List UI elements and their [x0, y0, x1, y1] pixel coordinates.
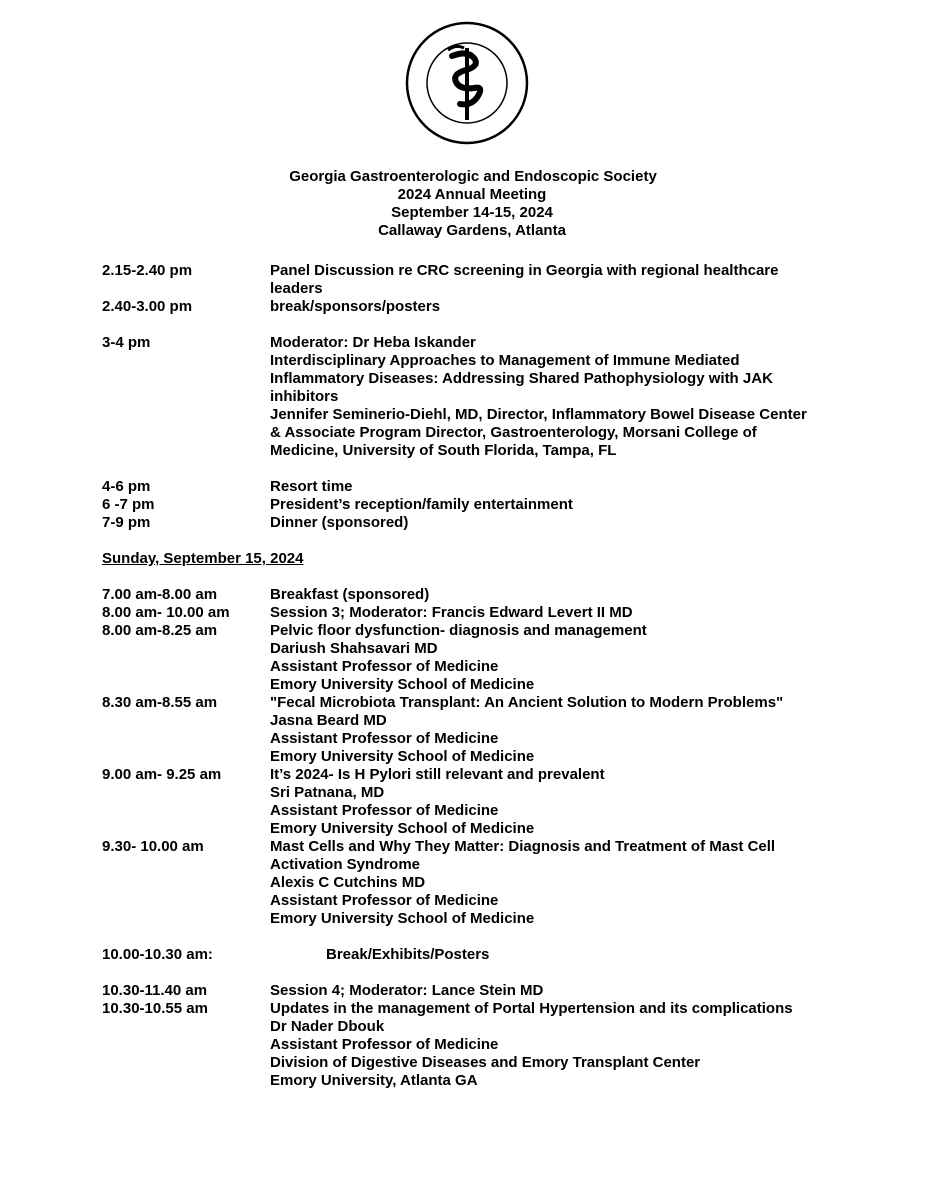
session-line: Interdisciplinary Approaches to Management of Immune Mediated	[270, 352, 740, 369]
session-details	[270, 1000, 842, 1090]
session-details	[270, 694, 842, 766]
schedule-row	[102, 766, 842, 838]
session-line: Assistant Professor of Medicine	[270, 658, 499, 675]
session-line: Dr Nader Dbouk	[270, 1018, 385, 1035]
session-details	[270, 622, 842, 694]
schedule-row	[102, 982, 842, 1000]
session-line: Session 3; Moderator: Francis Edward Levert II MD	[270, 604, 633, 621]
session-line: Assistant Professor of Medicine	[270, 730, 499, 747]
meeting-dates: September 14-15, 2024	[391, 204, 553, 221]
meeting-location: Callaway Gardens, Atlanta	[378, 222, 566, 239]
schedule-row	[102, 262, 842, 298]
session-details	[270, 982, 842, 1000]
session-line: Emory University School of Medicine	[270, 676, 535, 693]
spacer	[102, 964, 842, 982]
spacer	[102, 460, 842, 478]
time-slot: 2.40-3.00 pm	[102, 298, 193, 315]
session-line: Sri Patnana, MD	[270, 784, 385, 801]
time-slot: 8.00 am- 10.00 am	[102, 604, 230, 621]
session-details	[270, 586, 842, 604]
schedule-row	[102, 694, 842, 766]
schedule-row	[102, 1000, 842, 1090]
session-line: Activation Syndrome	[270, 856, 421, 873]
session-line: Division of Digestive Diseases and Emory Transplant Center	[270, 1054, 701, 1071]
time-slot: 6 -7 pm	[102, 496, 155, 513]
spacer	[102, 532, 842, 550]
session-line: Moderator: Dr Heba Iskander	[270, 334, 476, 351]
time-slot: 8.30 am-8.55 am	[102, 694, 218, 711]
session-line: Dinner (sponsored)	[270, 514, 409, 531]
session-line: President’s reception/family entertainment	[270, 496, 573, 513]
schedule-row	[102, 334, 842, 460]
seal-emblem-icon	[404, 20, 530, 146]
time-slot: 8.00 am-8.25 am	[102, 622, 218, 639]
session-line: Emory University, Atlanta GA	[270, 1072, 478, 1089]
session-line: Alexis C Cutchins MD	[270, 874, 426, 891]
spacer	[102, 568, 842, 586]
time-slot: 10.30-11.40 am	[102, 982, 208, 999]
session-line: Resort time	[270, 478, 353, 495]
spacer	[102, 316, 842, 334]
session-details	[270, 262, 842, 298]
session-line: Assistant Professor of Medicine	[270, 1036, 499, 1053]
schedule-row	[102, 496, 842, 514]
schedule-row	[102, 586, 842, 604]
session-line: Emory University School of Medicine	[270, 748, 535, 765]
time-slot: 10.30-10.55 am	[102, 1000, 208, 1017]
session-line: Inflammatory Diseases: Addressing Shared Pathophysiology with JAK	[270, 370, 773, 387]
session-line: inhibitors	[270, 388, 339, 405]
session-line: Breakfast (sponsored)	[270, 586, 430, 603]
session-details	[270, 478, 842, 496]
schedule-row	[102, 622, 842, 694]
session-line: Dariush Shahsavari MD	[270, 640, 438, 657]
time-slot: 10.00-10.30 am:	[102, 946, 213, 963]
session-details	[270, 298, 842, 316]
time-slot: 9.30- 10.00 am	[102, 838, 204, 855]
time-slot: 9.00 am- 9.25 am	[102, 766, 222, 783]
session-line: Session 4; Moderator: Lance Stein MD	[270, 982, 544, 999]
session-line: "Fecal Microbiota Transplant: An Ancient Solution to Modern Problems"	[270, 694, 784, 711]
session-details	[270, 766, 842, 838]
session-line: Jasna Beard MD	[270, 712, 387, 729]
session-line: break/sponsors/posters	[270, 298, 441, 315]
schedule-row	[102, 298, 842, 316]
time-slot: 7-9 pm	[102, 514, 151, 531]
session-line: Medicine, University of South Florida, Tampa, FL	[270, 442, 617, 459]
session-line: Jennifer Seminerio-Diehl, MD, Director, Inflammatory Bowel Disease Center	[270, 406, 807, 423]
society-seal	[404, 20, 530, 146]
session-details	[270, 334, 842, 460]
session-line: Panel Discussion re CRC screening in Georgia with regional healthcare	[270, 262, 779, 279]
schedule-row	[102, 514, 842, 532]
time-slot: 2.15-2.40 pm	[102, 262, 193, 279]
session-line: Assistant Professor of Medicine	[270, 802, 499, 819]
break-label: Break/Exhibits/Posters	[326, 946, 490, 963]
schedule-row	[102, 478, 842, 496]
session-line: Pelvic floor dysfunction- diagnosis and management	[270, 622, 647, 639]
schedule	[102, 262, 842, 1090]
society-name: Georgia Gastroenterologic and Endoscopic Society	[289, 168, 657, 185]
session-line: Mast Cells and Why They Matter: Diagnosis and Treatment of Mast Cell	[270, 838, 776, 855]
session-line: Emory University School of Medicine	[270, 820, 535, 837]
schedule-row	[102, 604, 842, 622]
session-details	[270, 496, 842, 514]
document-header	[0, 168, 946, 240]
session-details	[270, 838, 842, 928]
day-heading-row	[102, 550, 842, 568]
time-slot: 4-6 pm	[102, 478, 151, 495]
session-line: leaders	[270, 280, 323, 297]
day-heading: Sunday, September 15, 2024	[102, 550, 304, 567]
time-slot: 7.00 am-8.00 am	[102, 586, 218, 603]
session-line: Emory University School of Medicine	[270, 910, 535, 927]
session-line: & Associate Program Director, Gastroenterology, Morsani College of	[270, 424, 757, 441]
break-row	[102, 946, 842, 964]
time-slot: 3-4 pm	[102, 334, 151, 351]
session-line: Assistant Professor of Medicine	[270, 892, 499, 909]
session-details	[270, 514, 842, 532]
session-line: It’s 2024- Is H Pylori still relevant and prevalent	[270, 766, 605, 783]
meeting-title: 2024 Annual Meeting	[397, 186, 547, 203]
session-line: Updates in the management of Portal Hypertension and its complications	[270, 1000, 793, 1017]
schedule-row	[102, 838, 842, 928]
session-details	[270, 604, 842, 622]
spacer	[102, 928, 842, 946]
